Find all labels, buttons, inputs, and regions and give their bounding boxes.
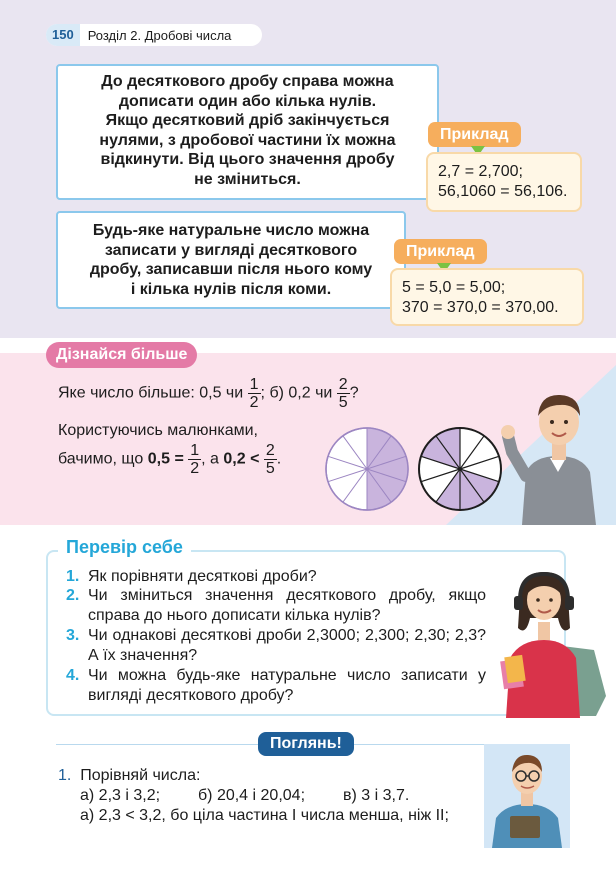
rule-line: дописати один або кілька нулів. xyxy=(118,92,377,110)
question-item xyxy=(66,626,486,666)
rule-box-natural-number xyxy=(56,211,406,309)
task-answer: а) 2,3 < 3,2, бо ціла частина І числа менша, ніж ІІ; xyxy=(80,807,449,824)
page-header xyxy=(46,24,262,46)
circle-tenths-diagram-2 xyxy=(417,426,503,512)
example-tag-label: Приклад xyxy=(406,243,475,260)
question-text: ? xyxy=(349,384,359,402)
learn-more-conclusion xyxy=(58,442,281,477)
rule-line: дробу, записавши після нього кому xyxy=(89,261,373,278)
task-option: в) 3 і 3,7. xyxy=(343,787,410,804)
rule-line: нулями, з дробової частини їх можна xyxy=(99,131,396,149)
expression: 0,5 = xyxy=(147,450,184,468)
page-number: 150 xyxy=(46,24,80,46)
fraction xyxy=(188,442,201,477)
example-line: 2,7 = 2,700; xyxy=(438,163,523,180)
rule-line: записати у вигляді десяткового xyxy=(104,241,358,259)
question-text: Чи однакові десяткові дроби 2,3000; 2,300; 2,30; 2,3? А їх значення? xyxy=(88,627,486,664)
boy-with-glasses-illustration xyxy=(484,744,570,848)
question-item xyxy=(66,586,486,626)
task-option: а) 2,3 і 3,2; xyxy=(80,787,161,804)
task-heading xyxy=(58,766,200,786)
expression: 0,2 < xyxy=(223,450,260,468)
rule-line: не зміниться. xyxy=(194,170,301,188)
question-number: 1. xyxy=(66,568,80,585)
rule-line: відкинути. Від цього значення дробу xyxy=(100,151,395,168)
section-title: Розділ 2. Дробові числа xyxy=(87,27,232,43)
task-number: 1. xyxy=(58,767,72,784)
rule-box-trailing-zeros xyxy=(56,64,439,200)
look-tag: Поглянь! xyxy=(258,732,354,756)
question-item xyxy=(66,666,486,706)
task-title: Порівняй числа: xyxy=(80,767,201,784)
rule-line: До десяткового дробу справа можна xyxy=(101,73,394,90)
conclusion-text: , а xyxy=(201,450,219,468)
denominator: 2 xyxy=(249,394,259,411)
denominator: 5 xyxy=(338,394,348,411)
fraction xyxy=(337,376,350,411)
numerator: 1 xyxy=(249,376,259,393)
conclusion-text: . xyxy=(276,450,282,468)
question-text: Чи можна будь-яке натуральне число записати у вигляді десяткового дробу? xyxy=(88,667,486,704)
example-tag xyxy=(394,239,487,264)
conclusion-text: бачимо, що xyxy=(58,450,144,468)
boy-illustration xyxy=(500,380,616,525)
question-text: Яке число більше: 0,5 чи xyxy=(58,384,244,402)
example-box xyxy=(390,268,584,326)
question-text: ; б) 0,2 чи xyxy=(260,384,333,402)
denominator: 5 xyxy=(265,460,275,477)
question-number: 2. xyxy=(66,587,80,604)
question-text: Як порівняти десяткові дроби? xyxy=(88,568,317,585)
task-option: б) 20,4 і 20,04; xyxy=(198,787,306,804)
numerator: 2 xyxy=(338,376,348,393)
learn-more-line: Користуючись малюнками, xyxy=(58,422,258,439)
question-number: 3. xyxy=(66,627,80,644)
fraction xyxy=(248,376,261,411)
example-line: 5 = 5,0 = 5,00; xyxy=(402,279,506,296)
numerator: 1 xyxy=(190,442,200,459)
learn-more-question xyxy=(58,376,359,411)
question-number: 4. xyxy=(66,667,80,684)
circle-tenths-diagram xyxy=(324,426,410,512)
example-line: 56,1060 = 56,106. xyxy=(438,183,568,200)
example-tag xyxy=(428,122,521,147)
rule-line: Якщо десятковий дріб закінчується xyxy=(105,112,390,129)
example-box xyxy=(426,152,582,212)
rule-line: Будь-яке натуральне число можна xyxy=(92,222,370,239)
learn-more-tag: Дізнайся більше xyxy=(46,342,197,368)
check-yourself-title: Перевір себе xyxy=(58,536,191,558)
example-line: 370 = 370,0 = 370,00. xyxy=(402,299,559,316)
question-item xyxy=(66,567,486,587)
girl-illustration xyxy=(498,566,608,718)
fraction xyxy=(264,442,277,477)
question-text: Чи зміниться значення десяткового дробу, якщо справа до нього дописати кілька нулів? xyxy=(88,587,486,624)
denominator: 2 xyxy=(190,460,200,477)
example-tag-label: Приклад xyxy=(440,126,509,143)
numerator: 2 xyxy=(265,442,275,459)
rule-line: і кілька нулів після коми. xyxy=(130,280,332,298)
